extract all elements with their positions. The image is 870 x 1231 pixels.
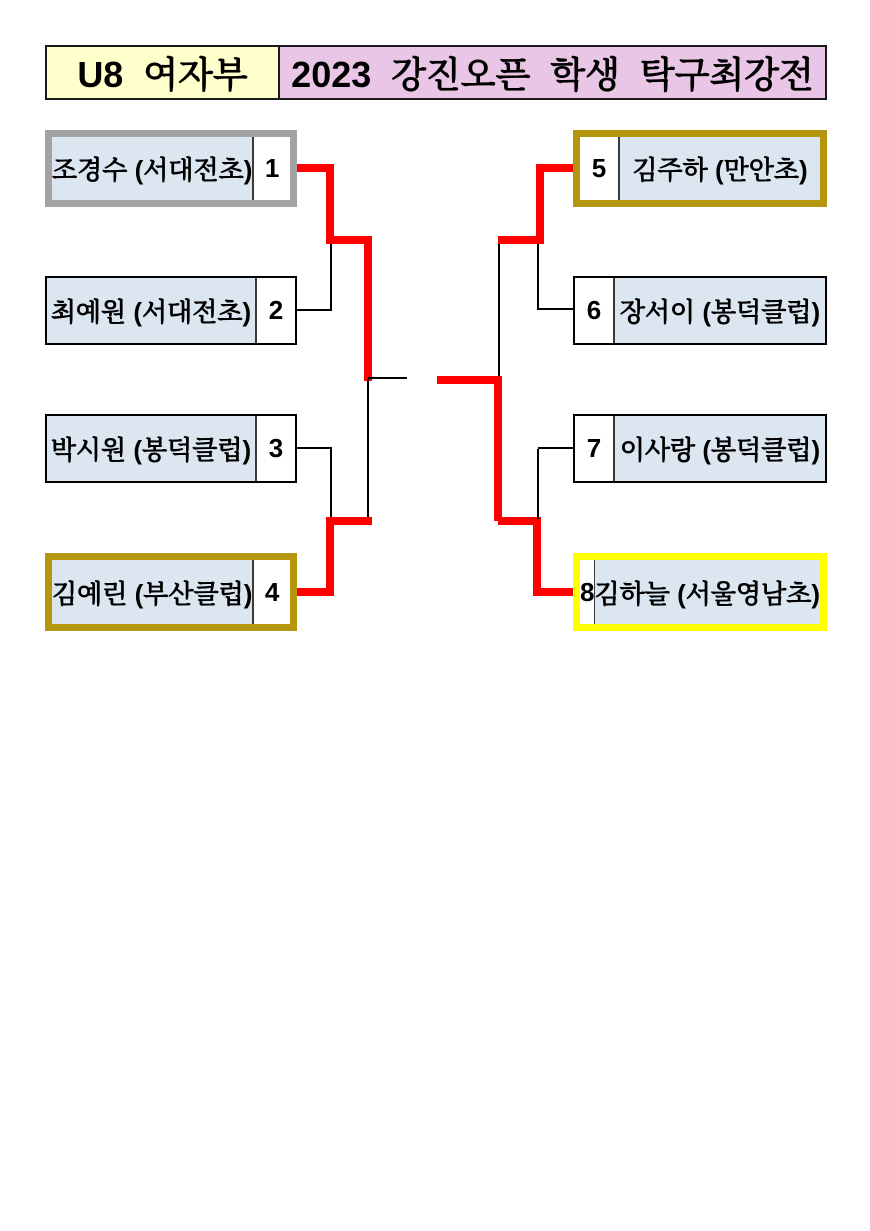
winner-line-player8-stub — [533, 588, 573, 596]
player-name-1: 조경수 (서대전초) — [52, 137, 252, 200]
player-box-7 — [573, 414, 827, 483]
division-label: U8 여자부 — [47, 47, 280, 98]
final-stub-left — [368, 377, 407, 379]
loser-line-player6-vertical — [537, 244, 539, 310]
player-seed-1: 1 — [254, 137, 290, 200]
player-name-6: 장서이 (봉덕클럽) — [615, 278, 825, 343]
loser-line-player3-vertical — [330, 449, 332, 519]
loser-line-semifinal-right-upper — [498, 244, 500, 378]
player-box-1 — [45, 130, 297, 207]
winner-line-player4-stub — [297, 588, 334, 596]
player-name-7: 이사랑 (봉덕클럽) — [615, 416, 825, 481]
winner-line-match12-vertical — [326, 164, 334, 244]
loser-line-player2-stub — [297, 309, 332, 311]
loser-line-semifinal-left-lower — [367, 379, 369, 521]
player-name-8: 김하늘 (서울영남초) — [595, 560, 820, 624]
winner-line-match56-advance — [498, 236, 542, 244]
player-box-4 — [45, 553, 297, 631]
player-box-2 — [45, 276, 297, 345]
loser-line-player3-stub — [297, 447, 332, 449]
player-seed-5: 5 — [580, 137, 618, 200]
winner-line-match34-vertical — [326, 517, 334, 596]
winner-line-semifinal-right-lower — [494, 376, 502, 521]
loser-line-player6-stub — [538, 308, 573, 310]
player-name-3: 박시원 (봉덕클럽) — [47, 416, 255, 481]
winner-line-match34-advance — [334, 517, 372, 525]
loser-line-player7-vertical — [537, 449, 539, 519]
player-seed-8: 8 — [580, 560, 594, 624]
loser-line-player7-stub — [538, 447, 573, 449]
player-box-3 — [45, 414, 297, 483]
player-name-4: 김예린 (부산클럽) — [52, 560, 252, 624]
player-box-8 — [573, 553, 827, 631]
player-seed-6: 6 — [575, 278, 613, 343]
winner-line-semifinal-left-upper — [364, 236, 372, 381]
player-seed-4: 4 — [254, 560, 290, 624]
player-name-5: 김주하 (만안초) — [620, 137, 820, 200]
player-seed-2: 2 — [257, 278, 295, 343]
header-strip — [45, 45, 827, 100]
winner-line-final-right — [437, 376, 502, 384]
player-box-6 — [573, 276, 827, 345]
player-name-2: 최예원 (서대전초) — [47, 278, 255, 343]
player-box-5 — [573, 130, 827, 207]
winner-line-match78-vertical — [533, 517, 541, 596]
winner-line-match56-vertical — [536, 164, 544, 244]
loser-line-player2-vertical — [330, 244, 332, 311]
tournament-title: 2023 강진오픈 학생 탁구최강전 — [280, 47, 825, 98]
player-seed-3: 3 — [257, 416, 295, 481]
player-seed-7: 7 — [575, 416, 613, 481]
